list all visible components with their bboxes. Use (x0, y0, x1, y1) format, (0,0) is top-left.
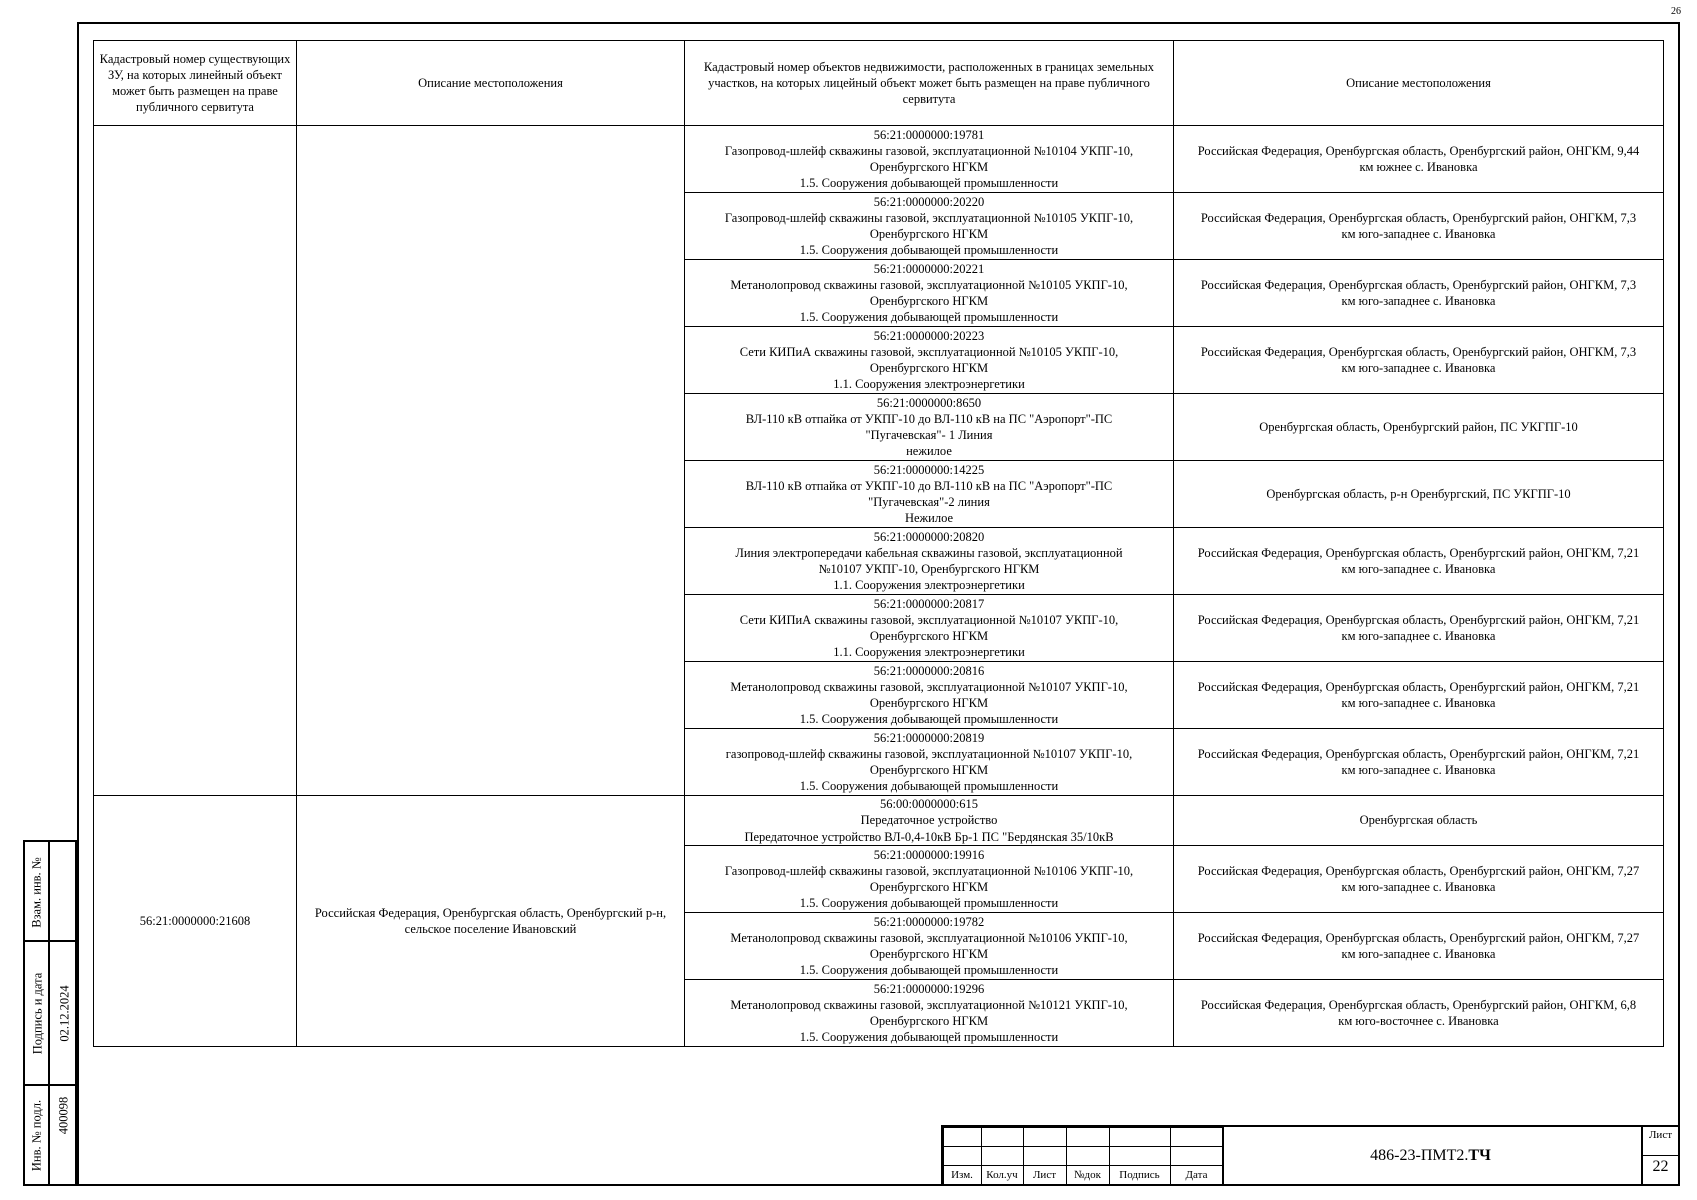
object-description-line: Оренбургского НГКМ (869, 160, 989, 174)
header-object-location: Описание местоположения (1174, 41, 1664, 126)
object-description (685, 193, 1174, 260)
object-cadastral-number: 56:21:0000000:20221 (873, 261, 985, 276)
object-cadastral-number: 56:21:0000000:20816 (873, 663, 985, 678)
title-column-label: Изм. (951, 1169, 973, 1181)
object-description (685, 126, 1174, 193)
object-description-line: Оренбургского НГКМ (869, 361, 989, 375)
object-location: Российская Федерация, Оренбургская область, Оренбургский район, ОНГКМ, 7,3 км юго-западнее с. Ивановка (1174, 193, 1664, 260)
object-cadastral-number: 56:21:0000000:19782 (873, 914, 985, 929)
sign-date-value: 02.12.2024 (57, 985, 72, 1042)
object-cadastral-number: 56:21:0000000:20819 (873, 730, 985, 745)
sheet-box (1641, 1127, 1678, 1184)
object-description-line: Метанолопровод скважины газовой, эксплуатационной №10106 УКПГ-10, (730, 930, 1128, 945)
object-description-line: Метанолопровод скважины газовой, эксплуатационной №10105 УКПГ-10, (730, 277, 1128, 292)
object-description-line: Оренбургского НГКМ (869, 880, 989, 894)
table-row (94, 126, 1664, 193)
object-description-line: Газопровод-шлейф скважины газовой, эксплуатационной №10106 УКПГ-10, (724, 863, 1134, 878)
title-grid-cell (1109, 1127, 1171, 1147)
object-location: Российская Федерация, Оренбургская область, Оренбургский район, ОНГКМ, 7,21 км юго-западнее с. Ивановка (1174, 595, 1664, 662)
side-stamp (23, 840, 77, 1186)
vzam-label: Взам. инв. № (29, 857, 44, 928)
object-cadastral-number: 56:21:0000000:20817 (873, 596, 985, 611)
object-description-line: Оренбургского НГКМ (869, 947, 989, 961)
object-description-line: 1.1. Сооружения электроэнергетики (833, 645, 1025, 660)
title-column-label: Подпись (1119, 1169, 1160, 1181)
object-description-line: 1.5. Сооружения добывающей промышленности (799, 896, 1059, 911)
group2-land-location: Российская Федерация, Оренбургская область, Оренбургский р-н, сельское поселение Ивановский (297, 796, 685, 1047)
object-description-line: 1.5. Сооружения добывающей промышленности (799, 712, 1059, 727)
object-description-line: Оренбургского НГКМ (869, 696, 989, 710)
title-grid-cell (981, 1127, 1024, 1147)
object-location: Российская Федерация, Оренбургская область, Оренбургский район, ОНГКМ, 6,8 км юго-восточнее с. Ивановка (1174, 980, 1664, 1047)
object-description-line: Оренбургского НГКМ (869, 294, 989, 308)
object-cadastral-number: 56:21:0000000:20220 (873, 194, 985, 209)
object-description (685, 260, 1174, 327)
object-description-line: 1.5. Сооружения добывающей промышленности (799, 176, 1059, 191)
object-description-line: ВЛ-110 кВ отпайка от УКПГ-10 до ВЛ-110 кВ на ПС "Аэропорт"-ПС (745, 411, 1113, 426)
object-location: Российская Федерация, Оренбургская область, Оренбургский район, ОНГКМ, 7,3 км юго-западнее с. Ивановка (1174, 260, 1664, 327)
object-description (685, 913, 1174, 980)
object-description-line: "Пугачевская"- 1 Линия (865, 428, 993, 442)
sign-date-label: Подпись и дата (30, 972, 45, 1055)
object-location: Российская Федерация, Оренбургская область, Оренбургский район, ОНГКМ, 7,21 км юго-западнее с. Ивановка (1174, 528, 1664, 595)
object-description-line: Передаточное устройство ВЛ-0,4-10кВ Бр-1 ПС "Бердянская 35/10кВ (744, 829, 1114, 844)
object-description-line: Газопровод-шлейф скважины газовой, эксплуатационной №10104 УКПГ-10, (724, 143, 1134, 158)
servitude-table (93, 40, 1664, 1047)
object-description-line: нежилое (906, 444, 952, 459)
group1-land-cadastral (94, 126, 297, 796)
object-description (685, 595, 1174, 662)
object-description-line: Сети КИПиА скважины газовой, эксплуатационной №10105 УКПГ-10, (739, 344, 1119, 359)
sheet-label: Лист (1648, 1129, 1673, 1141)
title-grid-cell (1170, 1146, 1224, 1166)
inv-value: 400098 (56, 1096, 71, 1135)
object-location: Российская Федерация, Оренбургская область, Оренбургский район, ОНГКМ, 7,27 км юго-западнее с. Ивановка (1174, 846, 1664, 913)
object-description (685, 729, 1174, 796)
object-description-line: №10107 УКПГ-10, Оренбургского НГКМ (818, 562, 1040, 576)
header-land-location: Описание местоположения (297, 41, 685, 126)
inv-label: Инв. № подл. (29, 1099, 44, 1172)
object-description-line: Сети КИПиА скважины газовой, эксплуатационной №10107 УКПГ-10, (739, 612, 1119, 627)
title-column-label: №док (1074, 1169, 1101, 1181)
title-grid-cell (1023, 1127, 1067, 1147)
object-location: Оренбургская область, Оренбургский район, ПС УКГПГ-10 (1174, 394, 1664, 461)
object-description-line: Оренбургского НГКМ (869, 1014, 989, 1028)
object-description-line: 1.5. Сооружения добывающей промышленности (799, 779, 1059, 794)
object-location: Российская Федерация, Оренбургская область, Оренбургский район, ОНГКМ, 7,27 км юго-западнее с. Ивановка (1174, 913, 1664, 980)
title-block (941, 1125, 1680, 1186)
group2-land-cadastral: 56:21:0000000:21608 (94, 796, 297, 1047)
title-column-label: Лист (1032, 1169, 1057, 1181)
object-location: Российская Федерация, Оренбургская область, Оренбургский район, ОНГКМ, 7,21 км юго-западнее с. Ивановка (1174, 662, 1664, 729)
title-grid-cell (1109, 1146, 1171, 1166)
group1-land-location (297, 126, 685, 796)
document-code: 486-23-ПМТ2. ТЧ (1370, 1146, 1491, 1164)
header-object-cadastral: Кадастровый номер объектов недвижимости, расположенных в границах земельных участков, на которых лицейный объект может быть размещен на праве публичного сервитута (685, 41, 1174, 126)
object-cadastral-number: 56:21:0000000:20223 (873, 328, 985, 343)
object-description-line: Оренбургского НГКМ (869, 227, 989, 241)
object-description-line: Оренбургского НГКМ (869, 763, 989, 777)
object-description-line: ВЛ-110 кВ отпайка от УКПГ-10 до ВЛ-110 кВ на ПС "Аэропорт"-ПС (745, 478, 1113, 493)
object-description (685, 846, 1174, 913)
object-cadastral-number: 56:21:0000000:20820 (873, 529, 985, 544)
object-description-line: Нежилое (904, 511, 954, 526)
object-description (685, 528, 1174, 595)
object-description-line: 1.5. Сооружения добывающей промышленности (799, 963, 1059, 978)
object-description (685, 662, 1174, 729)
table-row (94, 796, 1664, 846)
page-number: 26 (1671, 6, 1681, 17)
object-description-line: 1.5. Сооружения добывающей промышленности (799, 1030, 1059, 1045)
object-description-line: Линия электропередачи кабельная скважины газовой, эксплуатационной (735, 545, 1123, 560)
table-header-row (94, 41, 1664, 126)
object-description-line: 1.1. Сооружения электроэнергетики (833, 578, 1025, 593)
object-description-line: газопровод-шлейф скважины газовой, эксплуатационной №10107 УКПГ-10, (725, 746, 1133, 761)
object-cadastral-number: 56:21:0000000:19781 (873, 127, 985, 142)
object-description-line: Метанолопровод скважины газовой, эксплуатационной №10107 УКПГ-10, (730, 679, 1128, 694)
object-description (685, 796, 1174, 846)
object-description-line: Передаточное устройство (860, 813, 998, 828)
object-description-line: Метанолопровод скважины газовой, эксплуатационной №10121 УКПГ-10, (730, 997, 1128, 1012)
object-cadastral-number: 56:21:0000000:8650 (876, 395, 982, 410)
object-location: Оренбургская область, р-н Оренбургский, ПС УКГПГ-10 (1174, 461, 1664, 528)
object-cadastral-number: 56:00:0000000:615 (880, 797, 978, 812)
object-description-line: 1.5. Сооружения добывающей промышленности (799, 310, 1059, 325)
object-description-line: 1.5. Сооружения добывающей промышленности (799, 243, 1059, 258)
title-column-label: Кол.уч (986, 1169, 1018, 1181)
object-description (685, 394, 1174, 461)
object-description-line: Газопровод-шлейф скважины газовой, эксплуатационной №10105 УКПГ-10, (724, 210, 1134, 225)
object-description-line: "Пугачевская"-2 линия (868, 495, 990, 509)
title-grid-cell (1066, 1146, 1110, 1166)
object-description-line: Оренбургского НГКМ (869, 629, 989, 643)
object-description (685, 461, 1174, 528)
title-grid-cell (943, 1127, 982, 1147)
object-location: Российская Федерация, Оренбургская область, Оренбургский район, ОНГКМ, 7,21 км юго-западнее с. Ивановка (1174, 729, 1664, 796)
title-grid-cell (1066, 1127, 1110, 1147)
sheet-number: 22 (1643, 1155, 1678, 1176)
object-cadastral-number: 56:21:0000000:19296 (873, 981, 985, 996)
object-location: Оренбургская область (1174, 796, 1664, 846)
object-cadastral-number: 56:21:0000000:19916 (873, 847, 985, 862)
header-land-cadastral: Кадастровый номер существующих ЗУ, на которых линейный объект может быть размещен на праве публичного сервитута (94, 41, 297, 126)
title-grid-cell (943, 1146, 982, 1166)
object-location: Российская Федерация, Оренбургская область, Оренбургский район, ОНГКМ, 9,44 км южнее с. Ивановка (1174, 126, 1664, 193)
object-location: Российская Федерация, Оренбургская область, Оренбургский район, ОНГКМ, 7,3 км юго-западнее с. Ивановка (1174, 327, 1664, 394)
title-grid-cell (1170, 1127, 1224, 1147)
object-description (685, 980, 1174, 1047)
object-description-line: 1.1. Сооружения электроэнергетики (833, 377, 1025, 392)
object-description (685, 327, 1174, 394)
title-column-label: Дата (1185, 1169, 1208, 1181)
object-cadastral-number: 56:21:0000000:14225 (873, 462, 985, 477)
title-grid-cell (981, 1146, 1024, 1166)
title-grid-cell (1023, 1146, 1067, 1166)
